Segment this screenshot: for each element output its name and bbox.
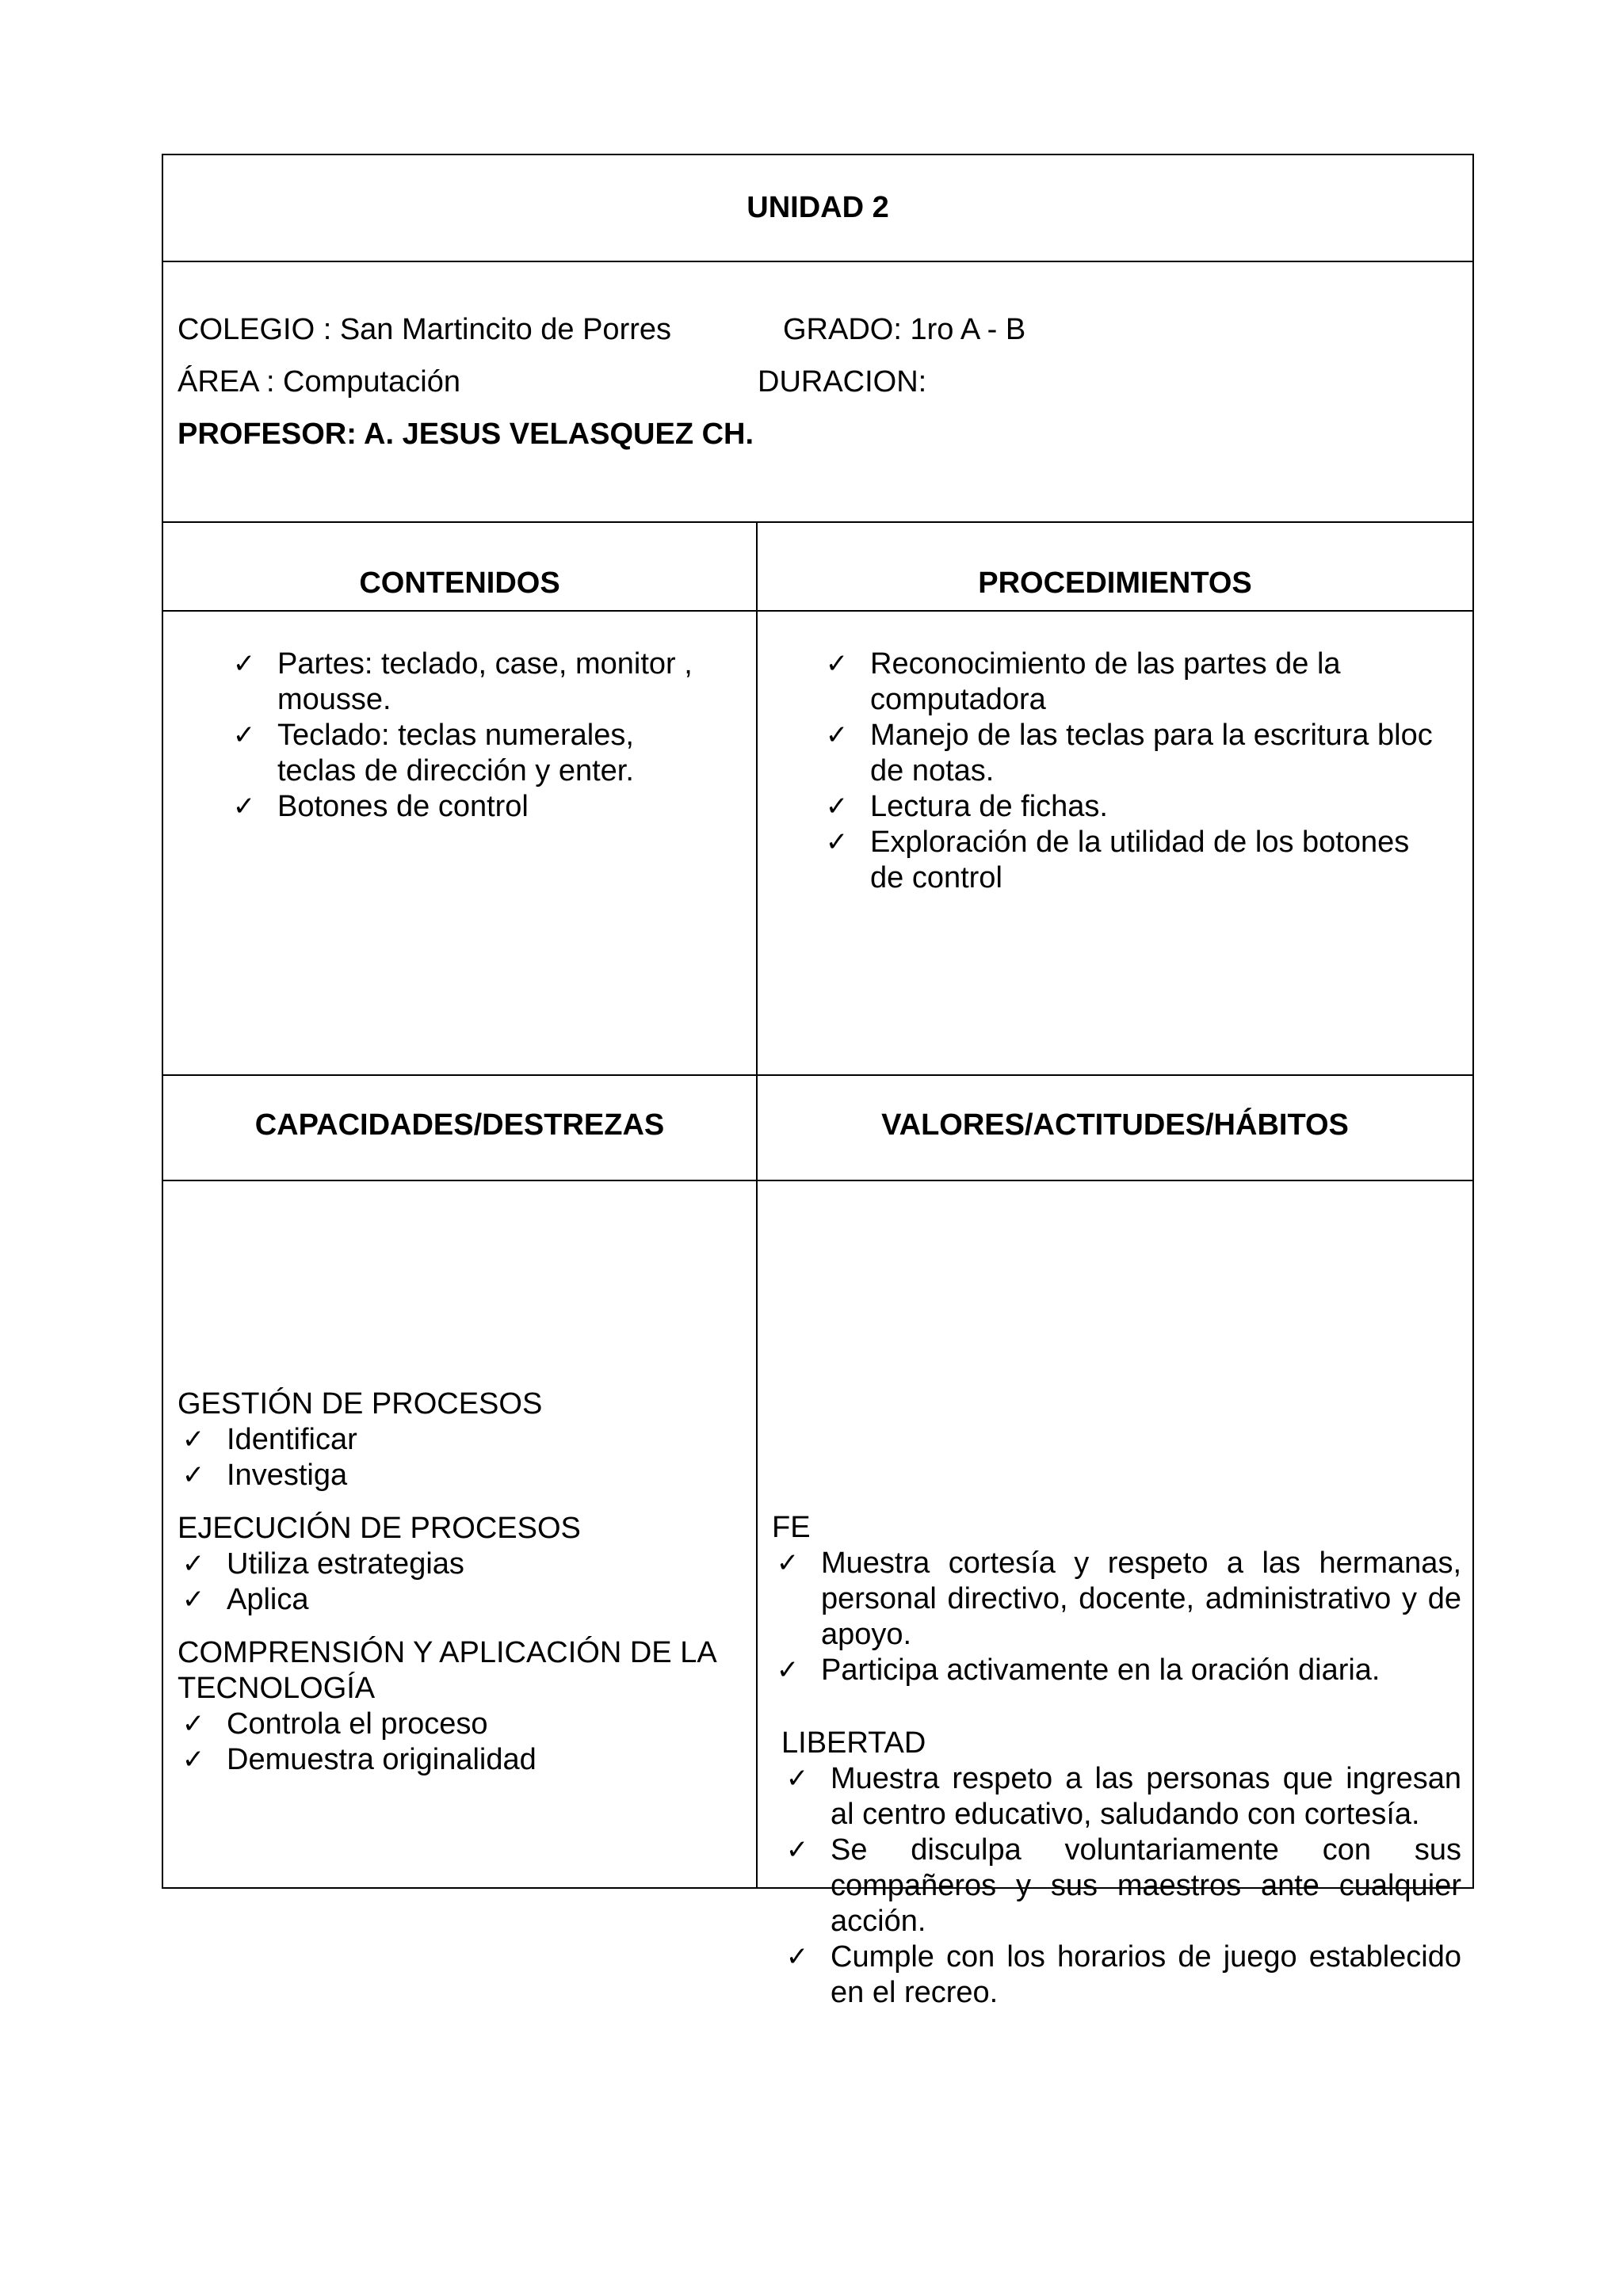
column-divider: [756, 521, 758, 1887]
row-divider: [163, 261, 1472, 262]
section-title: FE: [772, 1511, 811, 1544]
row-divider: [163, 610, 1472, 612]
grado-label: GRADO: 1ro A - B: [783, 313, 1026, 346]
checkmark-icon: ✓: [825, 826, 849, 858]
valores-list: [781, 1761, 1461, 2011]
list-item-text: Identificar: [227, 1423, 357, 1456]
list-item-text: Demuestra originalidad: [227, 1743, 537, 1776]
section-title: LIBERTAD: [781, 1726, 926, 1760]
valores-list: [772, 1546, 1461, 1688]
list-item: [821, 825, 1447, 896]
capacidades-list: [178, 1422, 732, 1493]
list-item: [772, 1653, 1461, 1688]
valores-header: VALORES/ACTITUDES/HÁBITOS: [881, 1108, 1349, 1142]
checkmark-icon: ✓: [181, 1424, 205, 1455]
list-item-text: Controla el proceso: [227, 1707, 488, 1741]
checkmark-icon: ✓: [232, 719, 256, 751]
list-item-text: Cumple con los horarios de juego establecido en el recreo.: [831, 1940, 1461, 2009]
contenidos-header: CONTENIDOS: [359, 566, 560, 600]
list-item-text: Exploración de la utilidad de los botones de control: [870, 826, 1410, 894]
list-item-text: Teclado: teclas numerales, teclas de dirección y enter.: [277, 719, 634, 788]
capacidades-header: CAPACIDADES/DESTREZAS: [254, 1108, 665, 1142]
list-item-text: Utiliza estrategias: [227, 1547, 464, 1581]
checkmark-icon: ✓: [181, 1708, 205, 1740]
list-item: [781, 1939, 1461, 2011]
section-title: COMPRENSIÓN Y APLICACIÓN DE LA TECNOLOGÍA: [178, 1636, 716, 1705]
list-item-text: Partes: teclado, case, monitor , mousse.: [277, 647, 693, 716]
checkmark-icon: ✓: [825, 791, 849, 822]
list-item: [821, 718, 1447, 789]
checkmark-icon: ✓: [776, 1654, 800, 1686]
capacidades-list: [178, 1707, 732, 1778]
section-title: EJECUCIÓN DE PROCESOS: [178, 1512, 581, 1545]
checkmark-icon: ✓: [776, 1547, 800, 1579]
checkmark-icon: ✓: [181, 1459, 205, 1491]
list-item-text: Muestra respeto a las personas que ingresan al centro educativo, saludando con cortesía.: [831, 1762, 1461, 1831]
list-item-text: Reconocimiento de las partes de la computadora: [870, 647, 1341, 716]
list-item: [781, 1833, 1461, 1939]
row-divider: [163, 1180, 1472, 1181]
section-title: GESTIÓN DE PROCESOS: [178, 1387, 543, 1421]
checkmark-icon: ✓: [825, 719, 849, 751]
list-item: [821, 646, 1447, 718]
list-item-text: Aplica: [227, 1583, 309, 1616]
checkmark-icon: ✓: [785, 1834, 809, 1866]
duracion-label: DURACION:: [758, 365, 927, 399]
contenidos-list: [228, 646, 720, 825]
checkmark-icon: ✓: [181, 1584, 205, 1615]
capacidades-list: [178, 1547, 732, 1618]
procedimientos-header: PROCEDIMIENTOS: [978, 566, 1252, 600]
list-item: [228, 718, 720, 789]
list-item-text: Lectura de fichas.: [870, 790, 1108, 823]
procedimientos-list: [821, 646, 1447, 896]
list-item: [781, 1761, 1461, 1833]
list-item-text: Manejo de las teclas para la escritura bloc de notas.: [870, 719, 1433, 788]
checkmark-icon: ✓: [825, 648, 849, 680]
valores-libertad-content: [781, 1726, 1461, 2011]
row-divider: [163, 1074, 1472, 1076]
list-item-text: Se disculpa voluntariamente con sus compañeros y sus maestros ante cualquier acción.: [831, 1833, 1461, 1938]
list-item: [228, 789, 720, 825]
checkmark-icon: ✓: [181, 1744, 205, 1775]
checkmark-icon: ✓: [181, 1548, 205, 1580]
list-item: [772, 1546, 1461, 1653]
capacidades-content: [178, 1386, 732, 1778]
list-item: [178, 1458, 732, 1493]
list-item: [178, 1422, 732, 1458]
valores-fe-content: [772, 1510, 1461, 1688]
unit-title: UNIDAD 2: [747, 191, 889, 224]
checkmark-icon: ✓: [785, 1941, 809, 1973]
checkmark-icon: ✓: [232, 791, 256, 822]
list-item: [178, 1707, 732, 1742]
checkmark-icon: ✓: [785, 1763, 809, 1794]
list-item: [228, 646, 720, 718]
profesor-label: PROFESOR: A. JESUS VELASQUEZ CH.: [178, 418, 754, 451]
unit-plan-table: [162, 154, 1474, 2009]
list-item: [178, 1582, 732, 1618]
list-item-text: Botones de control: [277, 790, 529, 823]
list-item: [821, 789, 1447, 825]
row-divider: [163, 521, 1472, 523]
list-item-text: Participa activamente en la oración diaria.: [821, 1653, 1381, 1687]
list-item-text: Muestra cortesía y respeto a las hermanas, personal directivo, docente, administrativo y de apoyo.: [821, 1547, 1461, 1651]
colegio-label: COLEGIO : San Martincito de Porres: [178, 313, 672, 346]
list-item-text: Investiga: [227, 1459, 348, 1492]
list-item: [178, 1742, 732, 1778]
checkmark-icon: ✓: [232, 648, 256, 680]
list-item: [178, 1547, 732, 1582]
area-label: ÁREA : Computación: [178, 365, 460, 399]
